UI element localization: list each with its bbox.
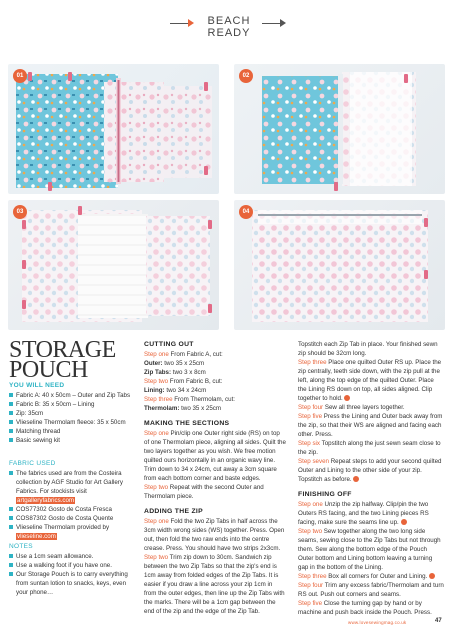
step-paragraph: Step four Sew all three layers together. (298, 404, 405, 411)
list-item: Fabric B: 35 x 50cm – Lining (9, 400, 139, 409)
photo-number-badge: 01 (13, 69, 27, 83)
list-item: Vlieseline Thermolam fleece: 35 x 50cm (9, 418, 139, 427)
arrow-right-icon (188, 19, 194, 27)
materials-list (9, 391, 139, 445)
photo-ref-icon (344, 395, 350, 401)
step-paragraph: Step one Fold the two Zip Tabs in half across the 3cm width wrong sides (WS) together. Press. Open out, then fold the two raw ends into the centre crease. Press. You should have two strips 2x3cm. (144, 518, 285, 552)
clip-icon (22, 300, 26, 309)
list-item: COS77302 Gosto de Costa Fresca (9, 505, 139, 514)
instructions-column-3 (298, 340, 444, 617)
pin-icon (334, 182, 338, 191)
pin-icon (28, 72, 32, 81)
cut-item: Zip Tabs: two 3 x 8cm (144, 369, 206, 376)
photo-ref-icon (401, 519, 407, 525)
step-paragraph: Step six Topstitch along the just sewn seam close to the zip. (298, 440, 441, 456)
step-paragraph: Step five Close the turning gap by hand or by machine and push back inside the Pouch. Press. (298, 600, 432, 616)
step-paragraph: Step four Trim any excess fabric/Thermolam and turn RS out. Push out corners and seams. (298, 582, 444, 598)
list-item: Zip: 35cm (9, 409, 139, 418)
step-photo-1 (8, 64, 219, 194)
cut-item: Outer: two 35 x 25cm (144, 360, 205, 367)
list-item: The fabrics used are from the Costeira collection by AGF Studio for Art Gallery Fabrics. For stockists visit artgalleryfabrics.com (9, 469, 139, 505)
notes-list (9, 552, 139, 597)
notes-heading: NOTES (9, 543, 33, 550)
pin-icon (204, 166, 208, 175)
step-paragraph: Step two Repeat with the second Outer and Thermolam piece. (144, 484, 264, 500)
step-paragraph: Step two Sew together along the two long side seams, sewing close to the Zip Tabs but not through them. Sew along the bottom edge of the Pouch Outer bottom and Lining bottom leaving a turning gap in the bottom of the Lining. (298, 528, 441, 571)
list-item: Basic sewing kit (9, 436, 139, 445)
step-paragraph: Step one Unzip the zip halfway. Clip/pin the two Outers RS facing, and the two Lining pieces RS facing, make sure the seams line up. (298, 501, 429, 526)
photo-ref-icon (353, 476, 359, 482)
step-paragraph: Step two Trim zip down to 30cm. Sandwich zip between the two Zip Tabs so that the zip's end is 1cm away from folded edges of the Zip Tabs. It is easier if you draw a line across your zip 1cm in from the outer edges, then line up the Zip Tabs with the marks. There will be a 1cm gap between the end of the zip and the edge of the Zip Tab. (144, 554, 285, 615)
list-item: Use a walking foot if you have one. (9, 561, 139, 570)
list-item: Our Storage Pouch is to carry everything from suntan lotion to snacks, keys, even your phone… (9, 570, 139, 597)
clip-icon (22, 260, 26, 269)
vlieseline-link[interactable]: vlieseline.com (17, 533, 56, 540)
project-title: STORAGE POUCH (9, 337, 116, 383)
list-item: Vlieseline Thermolam provided by vlieseline.com (9, 523, 139, 541)
instructions-column-2 (144, 340, 286, 616)
pin-icon (424, 218, 428, 227)
finishing-off-heading: FINISHING OFF (298, 491, 352, 498)
pin-icon (404, 74, 408, 83)
list-item: COS87302 Gosto de Costa Quente (9, 514, 139, 523)
step-photo-2 (234, 64, 445, 194)
list-item: Matching thread (9, 427, 139, 436)
stockist-link[interactable]: artgalleryfabrics.com (17, 497, 75, 504)
list-item: Fabric A: 40 x 50cm – Outer and Zip Tabs (9, 391, 139, 400)
pin-icon (48, 182, 52, 191)
clip-icon (78, 206, 82, 215)
list-item: Use a 1cm seam allowance. (9, 552, 139, 561)
photo-number-badge: 04 (239, 205, 253, 219)
step-paragraph: Step one From Fabric A, cut: (144, 351, 223, 358)
footer-website: www.lovesewingmag.co.uk (348, 620, 407, 625)
pin-icon (204, 82, 208, 91)
arrow-right-icon (280, 19, 286, 27)
clip-icon (208, 220, 212, 229)
fabric-illustration-2 (234, 64, 445, 194)
pin-icon (424, 270, 428, 279)
step-paragraph: Step two From Fabric B, cut: (144, 378, 223, 385)
fabric-illustration-4 (234, 200, 445, 330)
fabric-illustration-1 (8, 64, 219, 194)
step-paragraph: Step five Press the Lining and Outer back away from the zip, so that their WS are aligned and facing each other. Press. (298, 413, 443, 438)
clip-icon (208, 304, 212, 313)
step-paragraph: Topstitch each Zip Tab in place. Your finished sewn zip should be 32cm long. (298, 341, 438, 357)
step-paragraph: Step one Pin/clip one Outer right side (RS) on top of one Thermolam piece, aligning all sides. Quilt the two layers together as you wish. We free motion quilted ours horizontally in an organic wavy line. Trim down to 34 x 24cm, cut away a 3cm square from each bottom corner and baste edges. (144, 430, 286, 482)
page-number: 47 (435, 618, 442, 624)
cut-item: Thermolam: two 35 x 25cm (144, 405, 222, 412)
cutting-out-heading: CUTTING OUT (144, 341, 194, 348)
step-paragraph: Step seven Repeat steps to add your second quilted Outer and Lining to the other side of your zip. Topstitch as before. (298, 458, 442, 483)
section-title: BEACH READY (207, 15, 251, 39)
page-header (0, 10, 452, 39)
step-paragraph: Step three From Thermolam, cut: (144, 396, 236, 403)
photo-number-badge: 03 (13, 205, 27, 219)
step-photo-4 (234, 200, 445, 330)
photo-ref-icon (429, 573, 435, 579)
step-paragraph: Step three Box all corners for Outer and Lining. (298, 572, 444, 581)
photo-number-badge: 02 (239, 69, 253, 83)
fabric-used-heading: FABRIC USED (9, 460, 56, 467)
clip-icon (22, 220, 26, 229)
step-paragraph: Step three Place one quilted Outer RS up. Place the zip centrally, teeth side down, with the zip pull at the left, along the top edge of the quilted Outer. Place the Lining RS down on top, all sides aligned. Clip together to hold. (298, 359, 442, 402)
fabric-used-list (9, 469, 139, 541)
making-sections-heading: MAKING THE SECTIONS (144, 420, 230, 427)
pin-icon (68, 72, 72, 81)
step-photo-3 (8, 200, 219, 330)
cut-item: Lining: two 34 x 24cm (144, 387, 207, 394)
adding-zip-heading: ADDING THE ZIP (144, 508, 203, 515)
you-will-need-heading: YOU WILL NEED (9, 382, 65, 389)
fabric-illustration-3 (8, 200, 219, 330)
